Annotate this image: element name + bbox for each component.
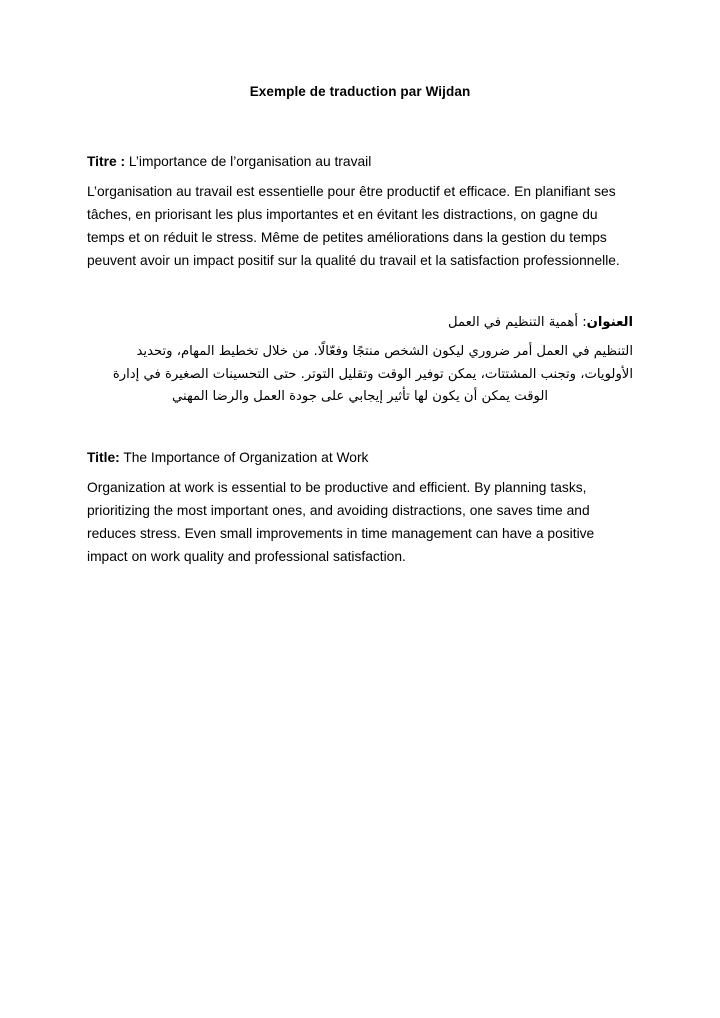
french-paragraph: L’organisation au travail est essentielle pour être productif et efficace. En planifiant ses tâches, en priorisant les plus importantes et en évitant les distractions, on gagne du temps et on réduit le stress. Même de petites améliorations dans la gestion du temps peuvent avoir un impact positif sur la qualité du travail et la satisfaction professionnelle. [87, 184, 620, 268]
french-title-label: Titre : [87, 153, 126, 169]
french-title-text: L’importance de l’organisation au travail [128, 153, 372, 169]
spacer-french-title-body [87, 173, 633, 181]
spacer-arabic-title-body [87, 333, 633, 341]
english-title-label: Title: [87, 450, 120, 466]
arabic-title-text: أهمية التنظيم في العمل [447, 314, 578, 330]
english-title-text: The Importance of Organization at Work [123, 450, 369, 466]
french-title-line [87, 151, 633, 173]
arabic-paragraph-line: التنظيم في العمل أمر ضروري ليكون الشخص منتجًا وفعّالًا. من خلال تخطيط المهام، وتحديد [136, 343, 633, 359]
spacer-english-title-body [87, 469, 633, 477]
arabic-paragraph [87, 341, 633, 409]
document-header-title: Exemple de traduction par Wijdan [249, 84, 471, 99]
section-english [87, 447, 633, 569]
arabic-title-line [87, 313, 633, 333]
spacer-arabic-english [87, 409, 633, 447]
english-title-line [87, 447, 633, 469]
section-arabic [87, 313, 633, 410]
spacer-french-arabic [87, 273, 633, 313]
english-paragraph: Organization at work is essential to be productive and efficient. By planning tasks, prioritizing the most important ones, and avoiding distractions, one saves time and reduces stress. Even small improvements in time management can have a positive impact on work quality and professional satisfaction. [87, 480, 595, 564]
arabic-title-separator: : [582, 314, 587, 330]
section-french [87, 151, 633, 273]
arabic-paragraph-line: الأولويات، وتجنب المشتتات، يمكن توفير الوقت وتقليل التوتر. حتى التحسينات الصغيرة في إدارة [112, 366, 633, 382]
document-content [87, 0, 633, 569]
spacer-after-header [87, 101, 633, 151]
arabic-title-label: العنوان [586, 314, 633, 330]
arabic-paragraph-line: الوقت يمكن أن يكون لها تأثير إيجابي على جودة العمل والرضا المهني [171, 389, 549, 405]
